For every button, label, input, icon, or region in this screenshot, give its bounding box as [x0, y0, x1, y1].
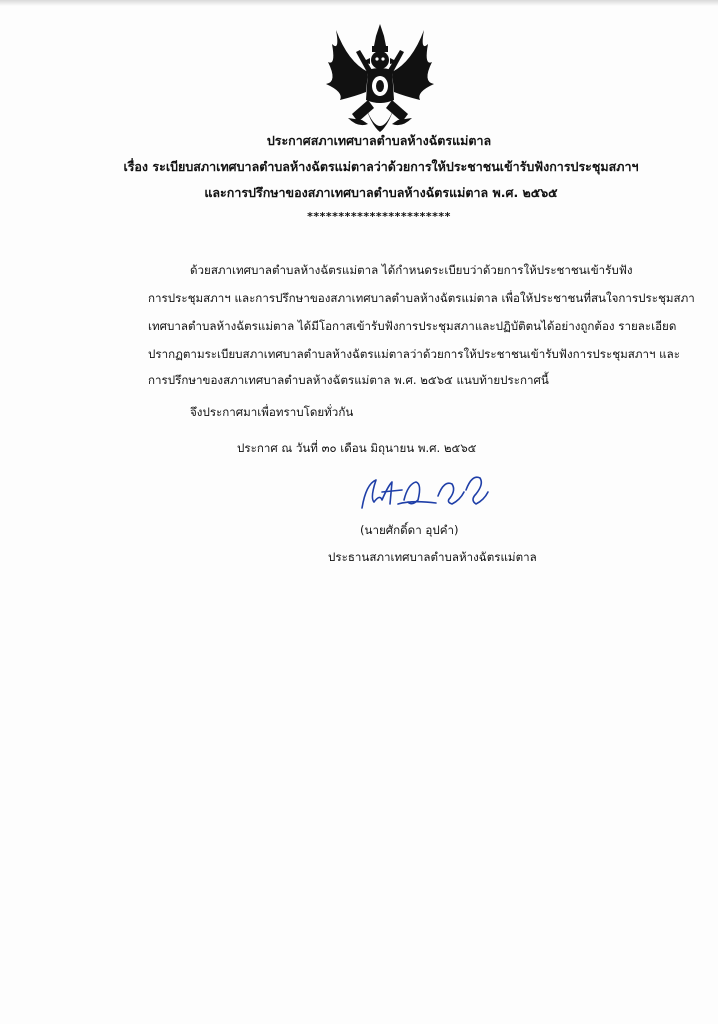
- body-line: การประชุมสภาฯ และการปรึกษาของสภาเทศบาลตำบลห้างฉัตรแม่ตาล เพื่อให้ประชาชนที่สนใจการประชุมสภา: [148, 291, 695, 305]
- handwritten-signature: [352, 470, 500, 514]
- scan-edge: [0, 0, 718, 6]
- body-line: ปรากฏตามระเบียบสภาเทศบาลตำบลห้างฉัตรแม่ตาลว่าด้วยการให้ประชาชนเข้ารับฟังการประชุมสภาฯ และ: [148, 347, 680, 361]
- body-line: ด้วยสภาเทศบาลตำบลห้างฉัตรแม่ตาล ได้กำหนดระเบียบว่าด้วยการให้ประชาชนเข้ารับฟัง: [190, 263, 633, 277]
- notice-text: จึงประกาศมาเพื่อทราบโดยทั่วกัน: [190, 405, 354, 419]
- subject-line-2: และการปรึกษาของสภาเทศบาลตำบลห้างฉัตรแม่ตาล พ.ศ. ๒๕๖๕: [204, 185, 558, 200]
- signatory-position: ประธานสภาเทศบาลตำบลห้างฉัตรแม่ตาล: [328, 550, 537, 564]
- signatory-name: (นายศักดิ์ดา อุปคำ): [360, 523, 459, 537]
- body-line: การปรึกษาของสภาเทศบาลตำบลห้างฉัตรแม่ตาล พ.ศ. ๒๕๖๕ แนบท้ายประกาศนี้: [148, 373, 549, 387]
- date-line: ประกาศ ณ วันที่ ๓๐ เดือน มิถุนายน พ.ศ. ๒๕๖๕: [237, 441, 477, 455]
- issuer-heading: ประกาศสภาเทศบาลตำบลห้างฉัตรแม่ตาล: [266, 133, 492, 148]
- separator: ***********************: [307, 210, 451, 223]
- body-line: เทศบาลตำบลห้างฉัตรแม่ตาล ได้มีโอกาสเข้ารับฟังการประชุมสภาและปฏิบัติตนได้อย่างถูกต้อง รายละเอียด: [148, 319, 677, 333]
- garuda-emblem-icon: [318, 22, 442, 144]
- subject-line-1: เรื่อง ระเบียบสภาเทศบาลตำบลห้างฉัตรแม่ตาลว่าด้วยการให้ประชาชนเข้ารับฟังการประชุมสภาฯ: [123, 159, 639, 174]
